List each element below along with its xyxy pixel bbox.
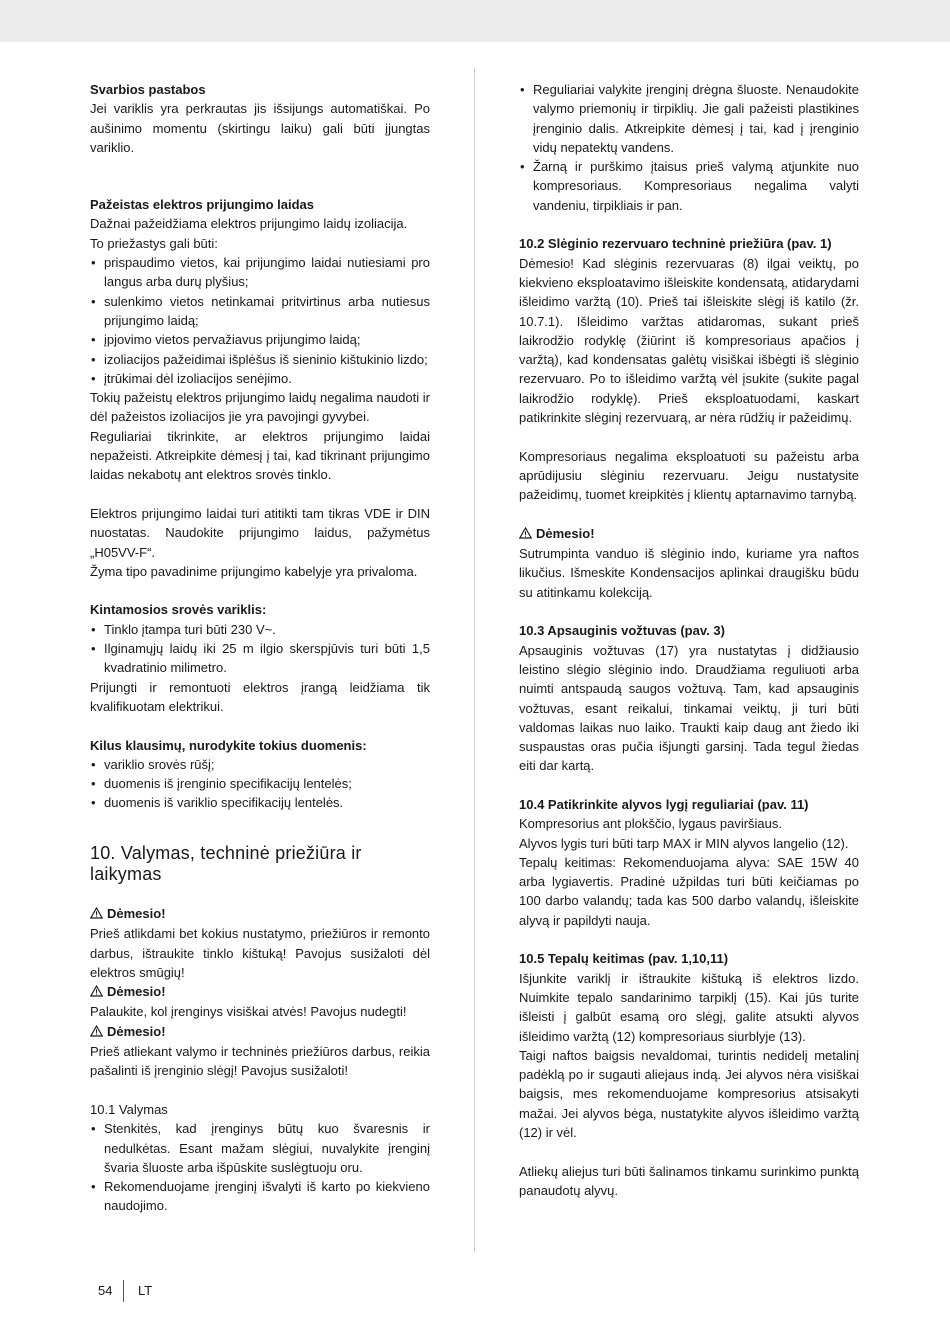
damage-causes-list [90, 253, 430, 388]
cable-standards-text: Elektros prijungimo laidai turi atitikti tam tikras VDE ir DIN nuostatas. Naudokite prijungimo laidus, pažymėtus „H05VV-F“. [90, 505, 430, 560]
warning-triangle-icon [519, 525, 532, 544]
cleaning-heading: 10.1 Valymas [90, 1101, 168, 1117]
ac-motor-text: Prijungti ir remontuoti elektros įrangą leidžiama tik kvalifikuotam elektrikui. [90, 679, 430, 714]
warning-triangle-icon [90, 905, 103, 924]
top-bar [0, 0, 950, 42]
oil-change-heading: 10.5 Tepalų keitimas (pav. 1,10,11) [519, 951, 729, 967]
safety-valve-text: Apsauginis vožtuvas (17) yra nustatytas į didžiausio leistino slėgio slėginio indo. Draudžiama reguliuoti arba nuimti antspaudą saugos vožtuvą. Tam, kad apsauginis vožtuvas, esant reikalui, tinkamai veiktų, ji turi būti valdomas laikas nuo laiko. Traukti kaip daug ant žiedo iki suspaustas oras pučia išjungti garsinį. Tada tegul žiedas eiti dar kartą. [519, 642, 859, 774]
oil-level-text-1: Kompresorius ant plokščio, lygaus paviršiaus. [519, 816, 783, 832]
list-item: • Reguliariai valykite įrenginį drėgna šluoste. Nenaudokite valymo priemonių ir tirpiklių. Jie gali pažeisti plastikines įrenginio dalis. Atkreipkite dėmesį į tai, kad į įrenginio vidų nepatektų vandens. [519, 80, 859, 157]
list-item: • Žarną ir purškimo įtaisus prieš valymą atjunkite nuo kompresoriaus. Kompresoriaus negalima valyti vandeniu, tirpikliais ir pan. [519, 157, 859, 215]
list-item: • sulenkimo vietos netinkamai pritvirtinus arba nutiesus prijungimo laidą; [90, 292, 430, 331]
list-item: • įpjovimo vietos pervažiavus prijungimo laidą; [90, 330, 430, 349]
list-item: • izoliacijos pažeidimai išplėšus iš sieninio kištukinio lizdo; [90, 350, 430, 369]
list-item: • Stenkitės, kad įrenginys būtų kuo švaresnis ir nedulkėtas. Esant mažam slėgiui, nuvalykite įrenginį švaria šluoste arba išpūskite suslėgtuoju oru. [90, 1119, 430, 1177]
oil-change-text-3: Atliekų aliejus turi būti šalinamos tinkamu surinkimo punktą panaudotų alyvų. [519, 1163, 859, 1198]
column-divider [474, 68, 475, 1252]
warning-2-label: Dėmesio! [90, 982, 430, 1002]
warning-label: Dėmesio! [519, 524, 859, 544]
warning-3-text: Prieš atliekant valymo ir techninės priežiūros darbus, reikia pašalinti iš įrenginio slėgį! Pavojus susižaloti! [90, 1044, 430, 1079]
ac-motor-heading: Kintamosios srovės variklis: [90, 602, 267, 618]
questions-list [90, 755, 430, 813]
list-item: • Ilginamųjų laidų iki 25 m ilgio skerspjūvis turi būti 1,5 kvadratinio milimetro. [90, 639, 430, 678]
damaged-cable-text-3: Tokių pažeistų elektros prijungimo laidų negalima naudoti ir dėl pažeistos izoliacijos jie yra pavojingi gyvybei. [90, 390, 430, 425]
left-column [90, 80, 430, 1216]
pressure-vessel-heading: 10.2 Slėginio rezervuaro techninė priežiūra (pav. 1) [519, 236, 832, 252]
right-column [519, 80, 859, 1200]
ac-motor-list [90, 620, 430, 678]
cleaning-list [90, 1119, 430, 1215]
page-number: 54 [98, 1283, 113, 1298]
list-item: • prispaudimo vietos, kai prijungimo laidai nutiesiami pro langus arba durų plyšius; [90, 253, 430, 292]
warning-1-label: Dėmesio! [90, 904, 430, 924]
oil-change-text-1: Išjunkite variklį ir ištraukite kištuką iš elektros lizdo. Nuimkite tepalo sandarinimo tarpiklį (15). Kai jūs turite išleisti į galbūt esamą oro slėgį, galite atsukti alyvos išleidimo varžtą (12) kompresoriaus siurblyje (13). [519, 970, 859, 1044]
language-code: LT [138, 1283, 153, 1298]
cable-marking-text: Žyma tipo pavadinime prijungimo kabelyje yra privaloma. [90, 563, 418, 579]
pressure-vessel-text-1: Dėmesio! Kad slėginis rezervuaras (8) ilgai veiktų, po kiekvieno eksploatavimo išleiskite kondensatą, atidarydami išleidimo varžtą (10). Prieš tai išleiskite slėgį iš katilo (žr. 10.7.1). Išleidimo varžtas atidaromas, sukant prieš laikrodžio rodyklę (žiūrint iš kompresoriaus apačios į varžtą), kad kondensatas galėtų visiškai išbėgti iš slėginio rezervuaro. Po to išleidimo varžtą vėl įsukite (sukite pagal laikrodžio rodyklę). Prieš eksploatuodami, kaskart patikrinkite slėginį rezervuarą, ar nėra rūdžių ir pažeidimų. [519, 255, 859, 426]
important-notes-text: Jei variklis yra perkrautas jis išsijungs automatiškai. Po aušinimo momentu (skirtingu laiku) gali būti įjungtas variklio. [90, 101, 430, 155]
oil-level-heading: 10.4 Patikrinkite alyvos lygį reguliariai (pav. 11) [519, 796, 809, 812]
oil-level-text-3: Tepalų keitimas: Rekomenduojama alyva: SAE 15W 40 arba lygiavertis. Pradinė užpildas turi būti keičiamas po 100 darbo valandų; tada kas 500 darbo valandų, išleiskite alyvą ir papildyti nauja. [519, 854, 859, 928]
warning-triangle-icon [90, 983, 103, 1002]
warning-triangle-icon [90, 1023, 103, 1042]
questions-heading: Kilus klausimų, nurodykite tokius duomenis: [90, 737, 367, 753]
warning-2-text: Palaukite, kol įrenginys visiškai atvės! Pavojus nudegti! [90, 1004, 407, 1020]
list-item: • duomenis iš variklio specifikacijų lentelės. [90, 793, 430, 812]
section-10-heading: 10. Valymas, techninė priežiūra ir laikymas [90, 842, 362, 884]
important-notes-heading: Svarbios pastabos [90, 82, 206, 97]
warning-1-text: Prieš atlikdami bet kokius nustatymo, priežiūros ir remonto darbus, ištraukite tinklo kištuką! Pavojus susižaloti dėl elektros smūgių! [90, 926, 430, 980]
damaged-cable-text-1: Dažnai pažeidžiama elektros prijungimo laidų izoliacija. [90, 216, 408, 232]
list-item: • Rekomenduojame įrenginį išvalyti iš karto po kiekvieno naudojimo. [90, 1177, 430, 1216]
pressure-vessel-text-2: Kompresoriaus negalima eksploatuoti su pažeistu arba aprūdijusiu slėginiu rezervuaru. Jeigu nustatysite pažeidimų, tuomet kreipkitės į klientų aptarnavimo tarnybą. [519, 448, 859, 503]
damaged-cable-text-4: Reguliariai tikrinkite, ar elektros prijungimo laidai nepažeisti. Atkreipkite dėmesį į tai, kad tikrinant prijungimo laidas nekabotų ant elektros srovės tinklo. [90, 428, 430, 483]
footer-separator [123, 1280, 124, 1302]
damaged-cable-text-2: To priežastys gali būti: [90, 235, 218, 251]
warning-3-label: Dėmesio! [90, 1022, 430, 1042]
list-item: • variklio srovės rūšį; [90, 755, 430, 774]
list-item: • įtrūkimai dėl izoliacijos senėjimo. [90, 369, 430, 388]
damaged-cable-heading: Pažeistas elektros prijungimo laidas [90, 197, 314, 213]
cleaning-list-continued [519, 80, 859, 215]
safety-valve-heading: 10.3 Apsauginis vožtuvas (pav. 3) [519, 623, 725, 639]
warning-text: Sutrumpinta vanduo iš slėginio indo, kuriame yra naftos likučius. Išmeskite Kondensacijos aplinkai draugišku būdu su atitinkamu kolekciją. [519, 546, 859, 600]
list-item: • duomenis iš įrenginio specifikacijų lentelės; [90, 774, 430, 793]
list-item: • Tinklo įtampa turi būti 230 V~. [90, 620, 430, 639]
oil-change-text-2: Taigi naftos baigsis nevaldomai, turintis nedidelį metalinį padėklą po ir sugauti aliejaus indą. Jei alyvos nėra visiškai baigsis, mes rekomenduojame kompresorius atsisakyti mažai. Jei alyvos bėga, nustatykite alyvos išleidimo varžtą (12) ir vėl. [519, 1047, 859, 1141]
oil-level-text-2: Alyvos lygis turi būti tarp MAX ir MIN alyvos langelio (12). [519, 835, 849, 851]
